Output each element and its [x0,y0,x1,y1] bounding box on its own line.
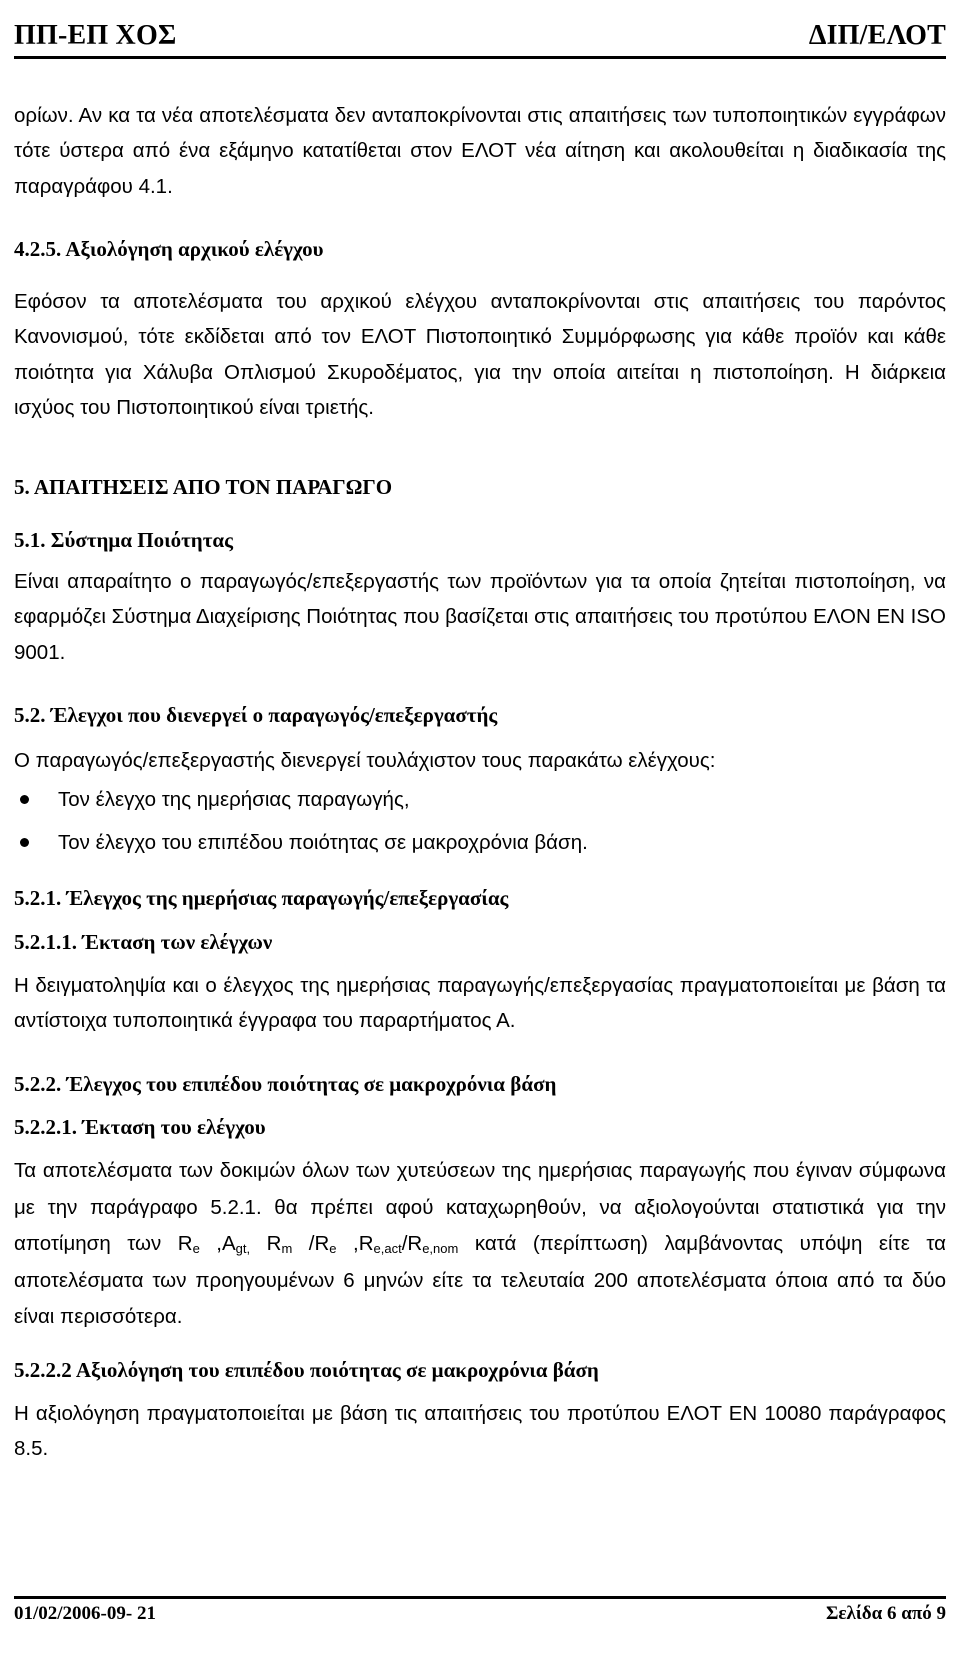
paragraph-4-2-5: Εφόσον τα αποτελέσματα του αρχικού ελέγχου ανταποκρίνονται στις απαιτήσεις του παρόντος Κανονισμού, τότε εκδίδεται από τον ΕΛΟΤ Πιστοποιητικό Συμμόρφωσης για κάθε προϊόν και κάθε ποιότητα για Χάλυβα Οπλισμού Σκυροδέματος, για την οποία αιτείται η πιστοποίηση. Η διάρκεια ισχύος του Πιστοποιητικού είναι τριετής. [14,290,946,420]
heading-5-1: 5.1. Σύστημα Ποιότητας [14,527,233,552]
bullet-icon [20,838,29,847]
header-divider [14,56,946,59]
footer-date-code: 01/02/2006-09- 21 [14,1603,156,1624]
list-item: Τον έλεγχο της ημερήσιας παραγωγής, [14,778,946,821]
paragraph-intro: ορίων. Αν κα τα νέα αποτελέσματα δεν ανταποκρίνονται στις απαιτήσεις των τυποποιητικών εγγράφων τότε ύστερα από ένα εξάμηνο κατατίθεται στον ΕΛΟΤ νέα αίτηση και ακολουθείται η διαδικασία της παραγράφου 4.1. [14,104,946,198]
heading-5-2-2-1: 5.2.2.1. Έκταση του ελέγχου [14,1114,266,1139]
paragraph-5-1: Είναι απαραίτητο ο παραγωγός/επεξεργαστής των προϊόντων για τα οποία ζητείται πιστοποίηση, να εφαρμόζει Σύστημα Διαχείρισης Ποιότητας που βασίζεται στις απαιτήσεις του προτύπου ΕΛΟΝ EN ISO 9001. [14,569,946,664]
heading-5-2-2: 5.2.2. Έλεγχος του επιπέδου ποιότητας σε μακροχρόνια βάση [14,1071,557,1096]
page-footer [14,1603,946,1625]
heading-5-2-2-2: 5.2.2.2 Αξιολόγηση του επιπέδου ποιότητας σε μακροχρόνια βάση [14,1357,599,1382]
heading-4-2-5: 4.2.5. Αξιολόγηση αρχικού ελέγχου [14,236,324,261]
bullet-icon [20,795,29,804]
paragraph-5-2-2-1: Τα αποτελέσματα των δοκιμών όλων των χυτεύσεων της ημερήσιας παραγωγής που έγιναν σύμφωνα με την παράγραφο 5.2.1. θα πρέπει αφού καταχωρηθούν, να αξιολογούνται στατιστικά για την αποτίμηση των $R_e$ $,A_{gt,}$ $R_m$ $/R_e$ $,R_{e,act}/R_{e,nom}$ κατά (περίπτωση) λαμβάνοντας υπόψη είτε τα αποτελέσματα των προηγουμένων 6 μηνών είτε τα τελευταία 200 αποτελέσματα όποια από τα δύο είναι περισσότερα. [14,1159,946,1329]
header-department: ΔΙΠ/ΕΛΟΤ [808,20,946,51]
checks-list [14,778,946,864]
heading-5: 5. ΑΠΑΙΤΗΣΕΙΣ ΑΠΟ ΤΟΝ ΠΑΡΑΓΩΓΟ [14,475,393,500]
header-doc-code: ΠΠ-ΕΠ ΧΟΣ [14,20,177,51]
footer-page-number: Σελίδα 6 από 9 [826,1603,946,1624]
footer-divider [14,1596,946,1599]
heading-5-2-1-1: 5.2.1.1. Έκταση των ελέγχων [14,929,273,954]
paragraph-5-2-2-2: Η αξιολόγηση πραγματοποιείται με βάση τις απαιτήσεις του προτύπου ΕΛΟΤ EN 10080 παράγραφος 8.5. [14,1402,946,1461]
list-item: Τον έλεγχο του επιπέδου ποιότητας σε μακροχρόνια βάση. [14,821,946,864]
page-header [14,8,946,52]
paragraph-5-2-1-1: Η δειγματοληψία και ο έλεγχος της ημερήσιας παραγωγής/επεξεργασίας πραγματοποιείται με βάση τα αντίστοιχα τυποποιητικά έγγραφα του παραρτήματος Α. [14,974,946,1033]
paragraph-5-2: Ο παραγωγός/επεξεργαστής διενεργεί τουλάχιστον τους παρακάτω ελέγχους: [14,749,716,773]
document-body [14,98,946,1467]
heading-5-2: 5.2. Έλεγχοι που διενεργεί ο παραγωγός/επεξεργαστής [14,702,498,727]
heading-5-2-1: 5.2.1. Έλεγχος της ημερήσιας παραγωγής/επεξεργασίας [14,886,509,911]
